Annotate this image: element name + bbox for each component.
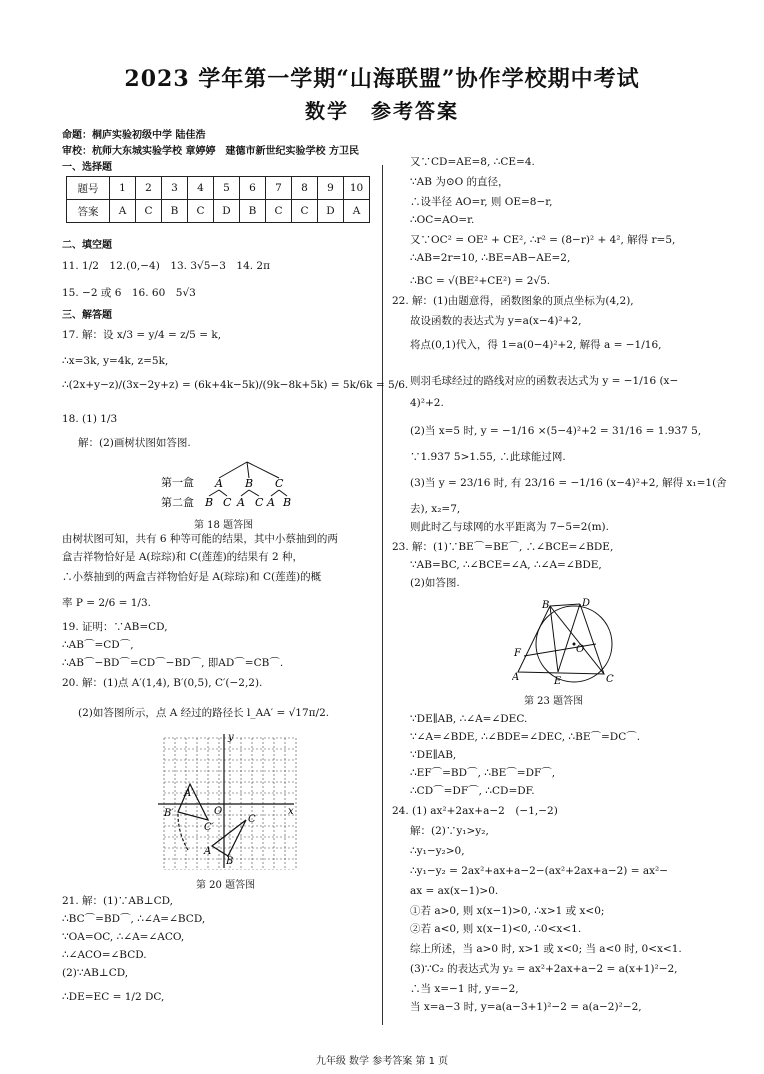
answer-line: ∴AB⌒−BD⌒=CD⌒−BD⌒, 即AD⌒=CB⌒. — [62, 657, 284, 669]
table-cell: 9 — [318, 177, 344, 200]
table-cell: 1 — [110, 177, 136, 200]
answer-line: ∵1.937 5>1.55, ∴此球能过网. — [410, 451, 566, 463]
point-label: C — [248, 814, 256, 825]
answer-line: 11. 1/2 12.(0,−4) 13. 3√5−3 14. 2π — [62, 260, 271, 272]
figure-caption: 第 18 题答图 — [194, 520, 254, 531]
page-title: 2023 学年第一学期“山海联盟”协作学校期中考试 — [124, 66, 640, 92]
answer-line: 去), x₂=7, — [410, 503, 461, 515]
answer-line: ∴y₁−y₂ = 2ax²+ax+a−2−(ax²+2ax+a−2) = ax²− — [410, 865, 669, 877]
answer-line: ①若 a>0, 则 x(x−1)>0, ∴x>1 或 x<0; — [410, 905, 605, 917]
section-choice: 一、选择题 — [62, 162, 112, 173]
answer-line: (3)∵C₂ 的表达式为 y₂ = ax²+2ax+a−2 = a(x+1)²−2, — [410, 963, 678, 975]
answer-line: ∵DE∥AB, — [410, 749, 457, 761]
point-label: F — [514, 648, 521, 659]
table-cell: 10 — [344, 177, 370, 200]
point-label: A — [204, 846, 212, 857]
tree-label-box2: 第二盒 — [161, 496, 194, 509]
answer-line: ∴当 x=−1 时, y=−2, — [410, 983, 519, 995]
circle-geometry-figure — [512, 598, 632, 694]
answer-line: 21. 解：(1)∵AB⊥CD, — [62, 895, 173, 907]
answer-line: 将点(0,1)代入，得 1=a(0−4)²+2, 解得 a = −1/16, — [410, 339, 662, 351]
answer-line: ∴x=3k, y=4k, z=5k, — [62, 355, 169, 367]
answer-line: ∵AB=BC, ∴∠BCE=∠A, ∴∠A=∠BDE, — [410, 559, 602, 571]
answer-line: (2)∵AB⊥CD, — [62, 967, 129, 979]
table-cell: C — [266, 200, 292, 223]
tree-label-box1: 第一盒 — [161, 476, 194, 489]
answer-line: ∴DE=EC = 1/2 DC, — [62, 991, 165, 1003]
answer-line: 15. −2 或 6 16. 60 5√3 — [62, 287, 196, 299]
tree-node: C — [223, 496, 232, 509]
answer-line: ∴∠ACO=∠BCD. — [62, 949, 147, 961]
table-cell: 6 — [240, 177, 266, 200]
point-label: C′ — [204, 822, 214, 833]
table-cell: B — [240, 200, 266, 223]
table-cell: D — [214, 200, 240, 223]
answer-line: ∴BC = √(BE²+CE²) = 2√5. — [410, 275, 551, 287]
tree-node: A — [215, 477, 223, 490]
point-label: B — [226, 856, 234, 867]
answer-line: ∴CD⌒=DF⌒, ∴CD=DF. — [410, 785, 535, 797]
table-cell: 5 — [214, 177, 240, 200]
answer-line: ∴小蔡抽到的两盒吉祥物恰好是 A(琮琮)和 C(莲莲)的概 — [62, 571, 322, 583]
author-line: 命题：桐庐实验初级中学 陆佳浩 — [62, 130, 206, 141]
answer-line: 由树状图可知，共有 6 种等可能的结果，其中小蔡抽到的两 — [62, 533, 338, 545]
tree-node: A — [267, 496, 275, 509]
answer-line: ax = ax(x−1)>0. — [410, 885, 499, 897]
table-cell: D — [318, 200, 344, 223]
answer-line: 率 P = 2/6 = 1/3. — [62, 597, 151, 609]
answer-line: 解：(2)∵y₁>y₂, — [410, 825, 489, 837]
table-cell: C — [136, 200, 162, 223]
answer-line: 19. 证明：∵AB=CD, — [62, 621, 168, 633]
tree-node: C — [255, 496, 264, 509]
table-cell: 7 — [266, 177, 292, 200]
answer-line: 当 x=a−3 时, y=a(a−3+1)²−2 = a(a−2)²−2, — [410, 1001, 642, 1013]
point-label: B′ — [164, 808, 174, 819]
tree-node: B — [205, 496, 214, 509]
table-row — [67, 200, 370, 223]
point-label: O — [576, 644, 585, 655]
table-cell: 2 — [136, 177, 162, 200]
answer-line: 盒吉祥物恰好是 A(琮琮)和 C(莲莲)的结果有 2 种， — [62, 551, 304, 563]
answer-line: ∴y₁−y₂>0, — [410, 845, 465, 857]
answer-line: 22. 解：(1)由题意得，函数图象的顶点坐标为(4,2), — [392, 295, 634, 307]
answer-line: 4)²+2. — [410, 397, 444, 409]
tree-diagram — [155, 456, 355, 526]
figure-caption: 第 23 题答图 — [524, 696, 584, 707]
answer-line: 24. (1) ax²+2ax+a−2 (−1,−2) — [392, 805, 558, 817]
table-cell: B — [162, 200, 188, 223]
answer-line: ∴(2x+y−z)/(3x−2y+z) = (6k+4k−5k)/(9k−8k+5k) = 5k/6k = 5/6. — [62, 379, 409, 391]
reviewer-line: 审校：杭师大东城实验学校 章婷婷 建德市新世纪实验学校 方卫民 — [62, 146, 359, 157]
answer-line: 故设函数的表达式为 y=a(x−4)²+2, — [410, 315, 582, 327]
point-label: C — [606, 674, 614, 685]
table-cell: A — [110, 200, 136, 223]
point-label: A′ — [184, 788, 194, 799]
answer-line: ②若 a<0, 则 x(x−1)<0, ∴0<x<1. — [410, 923, 582, 935]
column-divider — [382, 165, 383, 1025]
page-footer: 九年级 数学 参考答案 第 1 页 — [315, 1056, 449, 1067]
page-subtitle: 数学 参考答案 — [305, 99, 459, 123]
answer-line: (3)当 y = 23/16 时, 有 23/16 = −1/16 (x−4)²+2, 解得 x₁=1(舍 — [410, 477, 727, 489]
table-cell: 4 — [188, 177, 214, 200]
answer-line: ∴设半径 AO=r, 则 OE=8−r, — [410, 196, 553, 208]
answer-line: 17. 解：设 x/3 = y/4 = z/5 = k, — [62, 329, 222, 341]
answer-line: ∴BC⌒=BD⌒, ∴∠A=∠BCD, — [62, 913, 206, 925]
answer-line: (2)如答图. — [410, 577, 460, 589]
answer-line: 则此时乙与球网的水平距离为 7−5=2(m). — [410, 521, 609, 533]
answer-line: ∵DE∥AB, ∴∠A=∠DEC. — [410, 713, 528, 725]
answer-line: 则羽毛球经过的路线对应的函数表达式为 y = −1/16 (x− — [410, 375, 679, 387]
answer-line: 解：(2)画树状图如答图. — [78, 437, 191, 449]
answer-line: ∵AB 为⊙O 的直径， — [410, 176, 509, 188]
point-label: B — [542, 600, 550, 611]
figure-caption: 第 20 题答图 — [196, 880, 256, 891]
table-cell: C — [292, 200, 318, 223]
answer-table — [66, 176, 370, 223]
point-label: A — [512, 672, 520, 683]
answer-line: 综上所述，当 a>0 时, x>1 或 x<0; 当 a<0 时, 0<x<1. — [410, 943, 682, 955]
tree-node: A — [237, 496, 245, 509]
answer-line: 又∵OC² = OE² + CE², ∴r² = (8−r)² + 4², 解得 r=5, — [410, 234, 676, 246]
coordinate-grid-figure — [158, 730, 298, 870]
table-head-answer: 答案 — [67, 200, 110, 223]
table-cell: A — [344, 200, 370, 223]
answer-line: 18. (1) 1/3 — [62, 413, 118, 425]
answer-line: ∴AB=2r=10, ∴BE=AB−AE=2, — [410, 252, 571, 264]
point-label: E — [554, 676, 562, 687]
answer-line: (2)如答图所示，点 A 经过的路径长 l_AA′ = √17π/2. — [78, 707, 330, 719]
tree-node: C — [275, 477, 284, 490]
axis-x-label: x — [288, 806, 294, 817]
table-head-number: 题号 — [67, 177, 110, 200]
tree-node: B — [283, 496, 292, 509]
answer-line: 23. 解：(1)∵BE⌒=BE⌒, ∴∠BCE=∠BDE, — [392, 541, 614, 553]
answer-line: 又∵CD=AE=8, ∴CE=4. — [410, 156, 535, 168]
answer-line: ∴AB⌒=CD⌒, — [62, 639, 134, 651]
answer-line: ∴OC=AO=r. — [410, 214, 475, 226]
tree-node: B — [245, 477, 254, 490]
answer-line: ∵∠A=∠BDE, ∴∠BDE=∠DEC, ∴BE⌒=DC⌒. — [410, 731, 641, 743]
answer-line: 20. 解：(1)点 A′(1,4), B′(0,5), C′(−2,2). — [62, 677, 263, 689]
answer-line: ∴EF⌒=BD⌒, ∴BE⌒=DF⌒, — [410, 767, 556, 779]
section-fill: 二、填空题 — [62, 240, 112, 251]
answer-line: (2)当 x=5 时, y = −1/16 ×(5−4)²+2 = 31/16 = 1.937 5, — [410, 425, 702, 437]
axis-y-label: y — [228, 732, 234, 743]
section-solve: 三、解答题 — [62, 310, 112, 321]
table-cell: C — [188, 200, 214, 223]
point-label: D — [582, 598, 591, 609]
table-cell: 3 — [162, 177, 188, 200]
answer-line: ∵OA=OC, ∴∠A=∠ACO, — [62, 931, 185, 943]
table-row — [67, 177, 370, 200]
origin-label: O — [214, 806, 223, 817]
table-cell: 8 — [292, 177, 318, 200]
